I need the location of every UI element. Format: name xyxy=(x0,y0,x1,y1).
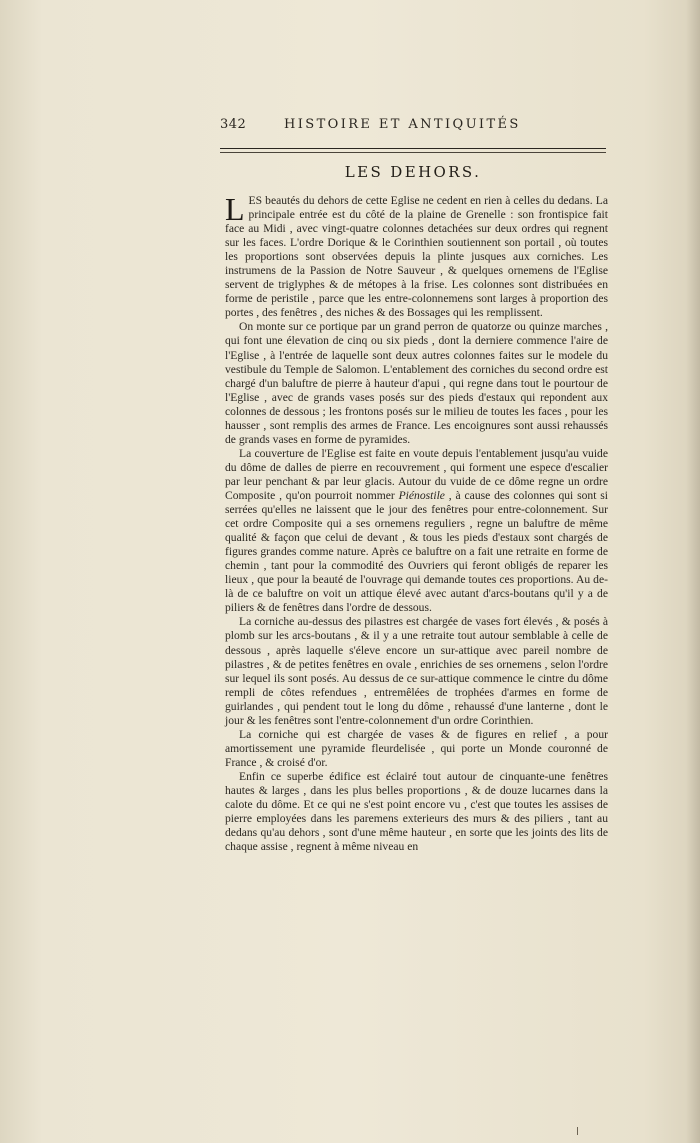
paragraph-1 xyxy=(225,191,608,320)
header-rule-thin xyxy=(220,152,606,153)
paragraph-6: Enfin ce superbe édifice est éclairé tout autour de cinquante-une fenêtres hautes & larges , dans les plus belles proportions , & de douze lucarnes dans la calote du dôme. Et ce qui ne s'est point encore vu , c'est que toutes les assises de pierre employées dans les paremens exterieurs des murs & des piliers , tant au dedans qu'au dehors , sont d'une même hauteur , en sorte que les joints des lits de chaque assise , regnent à même niveau en xyxy=(225,769,608,854)
header-rule xyxy=(220,148,606,149)
paragraph-3-italic-term: Piénostile xyxy=(398,488,445,502)
page-mark xyxy=(577,1127,578,1135)
running-title: HISTOIRE ET ANTIQUITÉS xyxy=(284,117,521,132)
section-title: LES DEHORS. xyxy=(344,163,482,181)
paragraph-2: On monte sur ce portique par un grand perron de quatorze ou quinze marches , qui font une élevation de cinq ou six pieds , dont la derniere commence l'aire de l'Eglise , à l'entrée de laquelle sont deux autres colonnes faites sur le modele du vestibule du Temple de Salomon. L'entablement des corniches du second ordre est chargé d'un baluftre de pierre à hauteur d'apui , qui regne dans tout le pourtour de l'Eglise , avec de grands vases posés sur des pieds d'estaux qui repondent aux colonnes de dessous ; les frontons posés sur le milieu de toutes les faces , pour les hausser , sont remplis des armes de France. Les encoignures sont aussi rehaussés de grands vases en forme de pyramides. xyxy=(225,320,608,446)
page-edge-shadow xyxy=(686,0,700,1143)
body-text xyxy=(225,191,608,854)
paragraph-3-text-after: , à cause des colonnes qui sont si serrées qu'elles ne laissent que le jour des fenêtres pour entre-colonnement. Sur cet ordre Composite qui a ses ornemens reguliers , regne un baluftre de même qualité & façon que celui de devant , & tous les pieds d'estaux sont chargés de figures grandes comme nature. Après ce baluftre on a fait une retraite en forme de chemin , tant pour la commodité des Ouvriers qui feront obligés de reparer les lieux , que pour la beauté de l'ouvrage qui demande toutes ces proportions. Au de-là de ce baluftre on voit un attique élevé avec autant d'arcs-boutans qu'il y a de piliers & de fenêtres dans l'ordre de dessous. xyxy=(225,488,608,615)
paragraph-1-text: ES beautés du dehors de cette Eglise ne cedent en rien à celles du dedans. La principale entrée est du côté de la plaine de Grenelle : son frontispice fait face au Midi , avec vingt-quatre colonnes detachées sur deux ordres qui regnent sur les faces. L'ordre Dorique & le Corinthien soutiennent son portail , où toutes les proportions sont observées depuis la plinte jusques aux corniches. Les instrumens de la Passion de Notre Sauveur , & quelques ornemens de l'Eglise servent de triglyphes & de métopes à la frise. Les colonnes sont distribuées en forme de peristile , parce que les entre-colonnemens sont larges à proportion des portes , des fenêtres , des niches & des Bossages qui les remplissent. xyxy=(225,194,608,320)
running-head xyxy=(220,117,610,137)
paragraph-4: La corniche au-dessus des pilastres est chargée de vases fort élevés , & posés à plomb sur les arcs-boutans , & il y a une retraite tout autour semblable à celle de dessous , après laquelle s'éleve encore un sur-attique avec pareil nombre de pilastres , & de petites fenêtres en ovale , enrichies de ses ornemens , selon l'ordre sur lequel ils sont posés. Au dessus de ce sur-attique commence le cintre du dôme rempli de côtes refendues , entremêlées de trophées d'armes en forme de guirlandes , qui pendent tout le long du dôme , rehaussé d'une lanterne , dont le jour & les fenêtres sont l'entre-colonnement d'un ordre Corinthien. xyxy=(225,615,608,727)
drop-cap: L xyxy=(225,191,245,227)
page-number: 342 xyxy=(220,117,247,132)
paragraph-5: La corniche qui est chargée de vases & de figures en relief , a pour amortissement une pyramide fleurdelisée , qui porte un Monde couronné de France , & croisé d'or. xyxy=(225,727,608,769)
paragraph-3-text-before: La couverture de l'Eglise est faite en voute depuis l'entablement jusqu'au vuide du dôme de dalles de pierre en recouvrement , qui forment une espece d'escalier par leur penchant & par leur glacis. Autour du vuide de ce dôme regne un ordre Composite , qu'on pourroit nommer xyxy=(225,446,608,502)
paragraph-3 xyxy=(225,447,608,616)
